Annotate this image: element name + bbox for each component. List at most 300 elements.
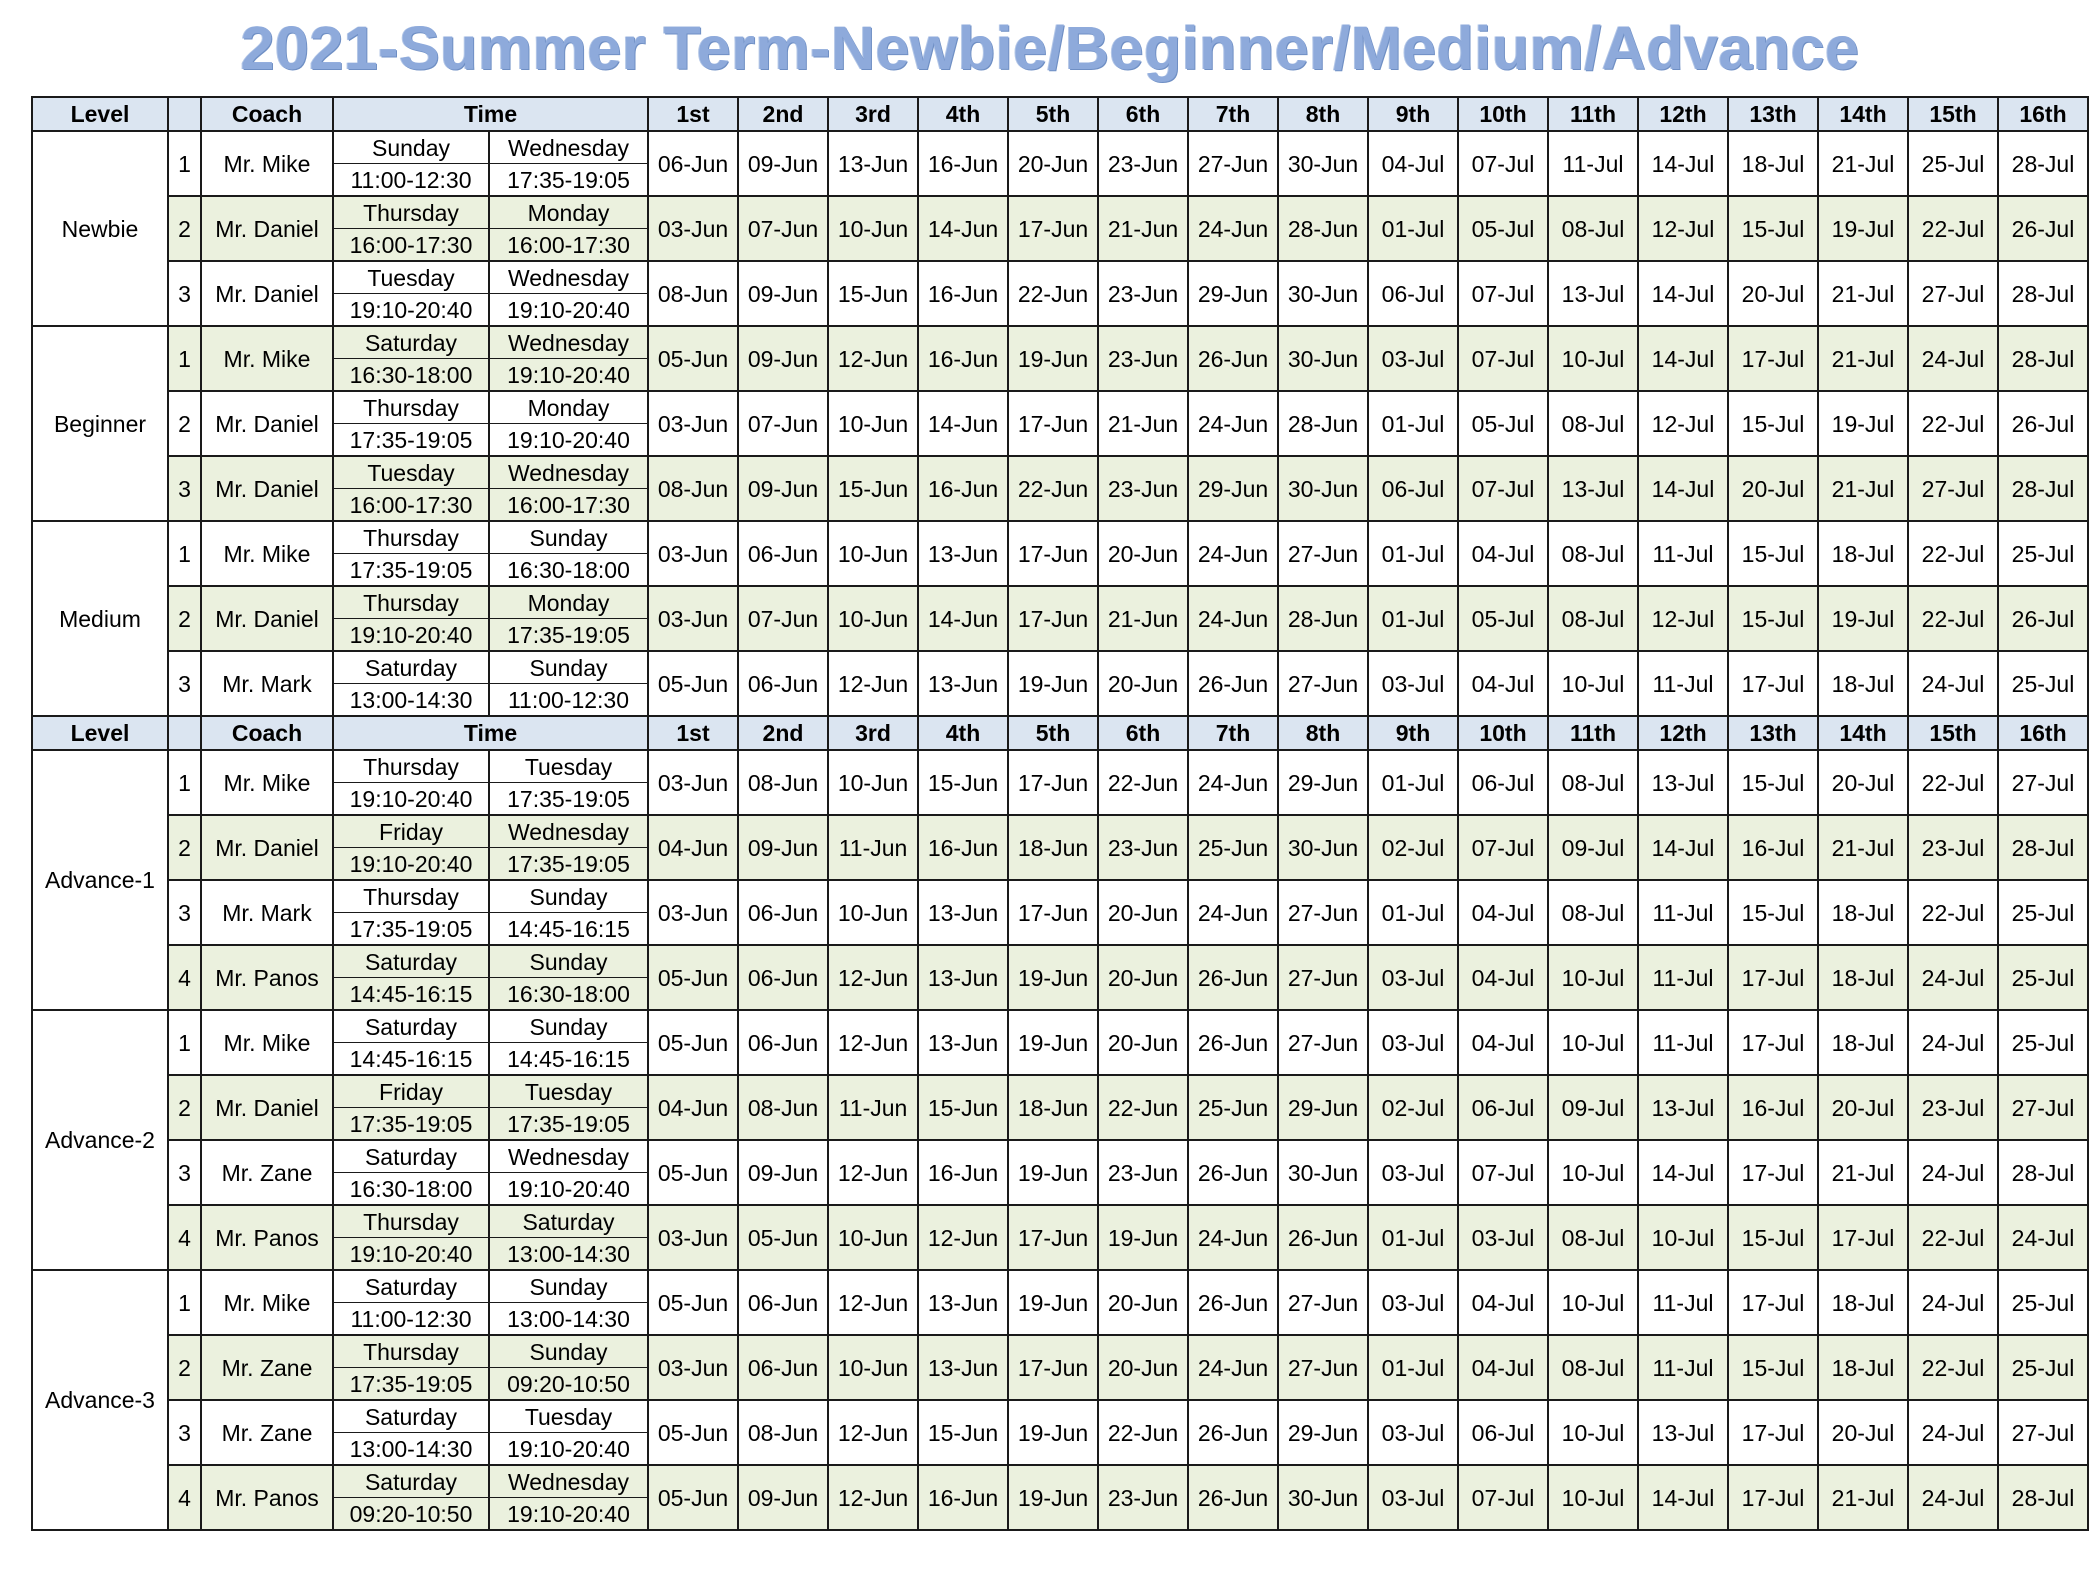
session-date: 25-Jul [1998, 521, 2088, 586]
header-session: 16th [1998, 97, 2088, 131]
session-date: 19-Jun [1008, 1010, 1098, 1075]
row-number: 2 [168, 196, 201, 261]
session-date: 21-Jul [1818, 1140, 1908, 1205]
coach-name: Mr. Zane [201, 1140, 333, 1205]
session-date: 29-Jun [1278, 750, 1368, 815]
coach-name: Mr. Daniel [201, 456, 333, 521]
coach-name: Mr. Mark [201, 880, 333, 945]
day-2: Monday [489, 391, 648, 424]
session-date: 24-Jul [1908, 1270, 1998, 1335]
time-1: 11:00-12:30 [333, 1303, 489, 1336]
header-session: 12th [1638, 97, 1728, 131]
session-date: 21-Jul [1818, 261, 1908, 326]
session-date: 29-Jun [1188, 456, 1278, 521]
session-date: 08-Jul [1548, 1205, 1638, 1270]
session-date: 18-Jul [1818, 1270, 1908, 1335]
session-date: 18-Jul [1728, 131, 1818, 196]
session-date: 06-Jun [738, 945, 828, 1010]
time-2: 19:10-20:40 [489, 424, 648, 457]
session-date: 14-Jul [1638, 1465, 1728, 1530]
session-date: 28-Jun [1278, 196, 1368, 261]
session-date: 26-Jun [1188, 1010, 1278, 1075]
header-session: 4th [918, 97, 1008, 131]
session-date: 20-Jun [1098, 521, 1188, 586]
day-1: Thursday [333, 1205, 489, 1238]
table-row [32, 261, 2088, 294]
session-date: 16-Jul [1728, 1075, 1818, 1140]
day-1: Tuesday [333, 456, 489, 489]
coach-name: Mr. Mike [201, 1270, 333, 1335]
session-date: 10-Jul [1548, 1140, 1638, 1205]
session-date: 06-Jun [738, 1270, 828, 1335]
session-date: 14-Jun [918, 586, 1008, 651]
session-date: 22-Jul [1908, 1335, 1998, 1400]
day-1: Thursday [333, 1335, 489, 1368]
session-date: 27-Jul [1998, 1075, 2088, 1140]
day-1: Thursday [333, 880, 489, 913]
page-title: 2021-Summer Term-Newbie/Beginner/Medium/Advance [240, 14, 1860, 82]
time-1: 17:35-19:05 [333, 1368, 489, 1401]
session-date: 04-Jul [1458, 880, 1548, 945]
time-1: 11:00-12:30 [333, 164, 489, 197]
session-date: 06-Jun [738, 1335, 828, 1400]
session-date: 07-Jun [738, 586, 828, 651]
day-1: Friday [333, 815, 489, 848]
session-date: 17-Jun [1008, 1205, 1098, 1270]
session-date: 21-Jul [1818, 326, 1908, 391]
session-date: 23-Jun [1098, 815, 1188, 880]
session-date: 30-Jun [1278, 1465, 1368, 1530]
session-date: 20-Jul [1728, 261, 1818, 326]
time-1: 17:35-19:05 [333, 424, 489, 457]
session-date: 10-Jun [828, 750, 918, 815]
day-1: Thursday [333, 521, 489, 554]
session-date: 27-Jun [1278, 1335, 1368, 1400]
session-date: 26-Jun [1188, 1465, 1278, 1530]
session-date: 27-Jun [1278, 945, 1368, 1010]
header-session: 1st [648, 716, 738, 750]
session-date: 22-Jul [1908, 521, 1998, 586]
session-date: 24-Jun [1188, 391, 1278, 456]
session-date: 25-Jul [1908, 131, 1998, 196]
time-2: 16:00-17:30 [489, 489, 648, 522]
session-date: 13-Jun [918, 945, 1008, 1010]
session-date: 24-Jul [1908, 326, 1998, 391]
session-date: 05-Jun [648, 1140, 738, 1205]
session-date: 08-Jul [1548, 391, 1638, 456]
session-date: 21-Jun [1098, 586, 1188, 651]
session-date: 22-Jul [1908, 391, 1998, 456]
session-date: 24-Jun [1188, 1335, 1278, 1400]
table-row [32, 1140, 2088, 1173]
session-date: 01-Jul [1368, 1205, 1458, 1270]
session-date: 26-Jul [1998, 196, 2088, 261]
table-row [32, 880, 2088, 913]
session-date: 12-Jun [828, 1400, 918, 1465]
session-date: 13-Jul [1638, 1075, 1728, 1140]
session-date: 12-Jun [828, 945, 918, 1010]
session-date: 01-Jul [1368, 391, 1458, 456]
session-date: 24-Jul [1908, 1465, 1998, 1530]
session-date: 26-Jun [1188, 945, 1278, 1010]
session-date: 10-Jun [828, 1335, 918, 1400]
session-date: 20-Jul [1818, 750, 1908, 815]
session-date: 27-Jun [1278, 521, 1368, 586]
table-row [32, 815, 2088, 848]
session-date: 04-Jul [1458, 945, 1548, 1010]
session-date: 08-Jul [1548, 586, 1638, 651]
session-date: 11-Jun [828, 1075, 918, 1140]
header-row [32, 716, 2088, 750]
session-date: 23-Jul [1908, 815, 1998, 880]
time-2: 14:45-16:15 [489, 913, 648, 946]
header-session: 2nd [738, 97, 828, 131]
session-date: 19-Jun [1098, 1205, 1188, 1270]
session-date: 27-Jun [1278, 1010, 1368, 1075]
time-2: 16:00-17:30 [489, 229, 648, 262]
session-date: 02-Jul [1368, 815, 1458, 880]
session-date: 05-Jul [1458, 586, 1548, 651]
session-date: 11-Jul [1638, 1335, 1728, 1400]
session-date: 13-Jul [1548, 456, 1638, 521]
session-date: 16-Jul [1728, 815, 1818, 880]
session-date: 13-Jul [1638, 750, 1728, 815]
header-coach: Coach [201, 716, 333, 750]
level-label: Advance-2 [32, 1010, 168, 1270]
row-number: 3 [168, 651, 201, 716]
session-date: 24-Jul [1908, 1400, 1998, 1465]
session-date: 14-Jun [918, 391, 1008, 456]
session-date: 05-Jun [738, 1205, 828, 1270]
time-2: 11:00-12:30 [489, 684, 648, 717]
session-date: 17-Jul [1818, 1205, 1908, 1270]
session-date: 18-Jul [1818, 1335, 1908, 1400]
session-date: 25-Jun [1188, 1075, 1278, 1140]
session-date: 08-Jul [1548, 750, 1638, 815]
session-date: 07-Jul [1458, 131, 1548, 196]
session-date: 28-Jun [1278, 391, 1368, 456]
session-date: 05-Jun [648, 1010, 738, 1075]
header-session: 16th [1998, 716, 2088, 750]
table-row [32, 391, 2088, 424]
session-date: 15-Jun [918, 1400, 1008, 1465]
time-1: 16:00-17:30 [333, 489, 489, 522]
session-date: 28-Jul [1998, 815, 2088, 880]
session-date: 07-Jul [1458, 326, 1548, 391]
level-label: Newbie [32, 131, 168, 326]
session-date: 23-Jun [1098, 261, 1188, 326]
session-date: 21-Jul [1818, 131, 1908, 196]
session-date: 22-Jun [1008, 456, 1098, 521]
session-date: 26-Jun [1278, 1205, 1368, 1270]
session-date: 13-Jun [918, 1335, 1008, 1400]
session-date: 20-Jul [1818, 1400, 1908, 1465]
row-number: 2 [168, 815, 201, 880]
session-date: 24-Jun [1188, 750, 1278, 815]
row-number: 4 [168, 1205, 201, 1270]
header-level: Level [32, 716, 168, 750]
session-date: 25-Jul [1998, 880, 2088, 945]
coach-name: Mr. Panos [201, 1465, 333, 1530]
session-date: 24-Jul [1908, 1140, 1998, 1205]
session-date: 07-Jul [1458, 1465, 1548, 1530]
session-date: 08-Jun [648, 456, 738, 521]
session-date: 24-Jun [1188, 521, 1278, 586]
day-2: Sunday [489, 945, 648, 978]
session-date: 07-Jul [1458, 1140, 1548, 1205]
session-date: 05-Jun [648, 1400, 738, 1465]
coach-name: Mr. Daniel [201, 586, 333, 651]
session-date: 11-Jul [1638, 880, 1728, 945]
day-2: Wednesday [489, 456, 648, 489]
time-2: 14:45-16:15 [489, 1043, 648, 1076]
time-1: 19:10-20:40 [333, 848, 489, 881]
time-2: 16:30-18:00 [489, 978, 648, 1011]
session-date: 23-Jun [1098, 1465, 1188, 1530]
session-date: 15-Jun [828, 261, 918, 326]
coach-name: Mr. Mike [201, 750, 333, 815]
session-date: 28-Jul [1998, 261, 2088, 326]
header-session: 3rd [828, 97, 918, 131]
session-date: 26-Jun [1188, 326, 1278, 391]
header-session: 5th [1008, 97, 1098, 131]
session-date: 12-Jun [828, 1465, 918, 1530]
session-date: 28-Jul [1998, 1465, 2088, 1530]
session-date: 15-Jul [1728, 196, 1818, 261]
session-date: 27-Jul [1908, 456, 1998, 521]
session-date: 09-Jun [738, 1465, 828, 1530]
session-date: 15-Jul [1728, 1335, 1818, 1400]
session-date: 22-Jul [1908, 880, 1998, 945]
table-row [32, 1335, 2088, 1368]
session-date: 13-Jun [918, 651, 1008, 716]
day-2: Wednesday [489, 261, 648, 294]
session-date: 10-Jun [828, 586, 918, 651]
day-1: Sunday [333, 131, 489, 164]
session-date: 07-Jul [1458, 261, 1548, 326]
header-session: 6th [1098, 716, 1188, 750]
session-date: 19-Jun [1008, 1465, 1098, 1530]
header-session: 8th [1278, 97, 1368, 131]
session-date: 30-Jun [1278, 815, 1368, 880]
session-date: 17-Jun [1008, 196, 1098, 261]
session-date: 10-Jul [1548, 326, 1638, 391]
time-2: 13:00-14:30 [489, 1303, 648, 1336]
day-2: Monday [489, 196, 648, 229]
day-1: Saturday [333, 1270, 489, 1303]
session-date: 07-Jul [1458, 456, 1548, 521]
time-2: 19:10-20:40 [489, 1433, 648, 1466]
header-session: 6th [1098, 97, 1188, 131]
session-date: 26-Jun [1188, 1270, 1278, 1335]
time-2: 17:35-19:05 [489, 619, 648, 652]
session-date: 07-Jul [1458, 815, 1548, 880]
session-date: 05-Jul [1458, 196, 1548, 261]
session-date: 03-Jun [648, 521, 738, 586]
session-date: 03-Jun [648, 196, 738, 261]
header-session: 13th [1728, 716, 1818, 750]
session-date: 24-Jul [1908, 945, 1998, 1010]
time-1: 14:45-16:15 [333, 978, 489, 1011]
time-1: 14:45-16:15 [333, 1043, 489, 1076]
header-session: 4th [918, 716, 1008, 750]
table-row [32, 131, 2088, 164]
time-1: 16:30-18:00 [333, 1173, 489, 1206]
day-1: Saturday [333, 1140, 489, 1173]
session-date: 03-Jul [1368, 1140, 1458, 1205]
time-1: 19:10-20:40 [333, 294, 489, 327]
session-date: 17-Jul [1728, 945, 1818, 1010]
session-date: 12-Jul [1638, 586, 1728, 651]
session-date: 15-Jul [1728, 521, 1818, 586]
session-date: 21-Jun [1098, 196, 1188, 261]
day-2: Sunday [489, 1010, 648, 1043]
session-date: 03-Jul [1368, 945, 1458, 1010]
header-coach: Coach [201, 97, 333, 131]
coach-name: Mr. Daniel [201, 391, 333, 456]
session-date: 03-Jul [1458, 1205, 1548, 1270]
session-date: 10-Jun [828, 880, 918, 945]
header-session: 9th [1368, 716, 1458, 750]
day-1: Saturday [333, 1400, 489, 1433]
session-date: 03-Jun [648, 1205, 738, 1270]
day-1: Thursday [333, 586, 489, 619]
session-date: 27-Jun [1278, 651, 1368, 716]
time-2: 17:35-19:05 [489, 783, 648, 816]
session-date: 11-Jul [1638, 945, 1728, 1010]
session-date: 10-Jul [1548, 1465, 1638, 1530]
session-date: 11-Jul [1638, 521, 1728, 586]
session-date: 15-Jul [1728, 880, 1818, 945]
day-1: Saturday [333, 1465, 489, 1498]
session-date: 20-Jun [1098, 1335, 1188, 1400]
session-date: 01-Jul [1368, 521, 1458, 586]
session-date: 19-Jun [1008, 651, 1098, 716]
session-date: 25-Jul [1998, 1010, 2088, 1075]
session-date: 12-Jun [828, 1010, 918, 1075]
session-date: 16-Jun [918, 326, 1008, 391]
session-date: 04-Jul [1458, 521, 1548, 586]
session-date: 05-Jun [648, 651, 738, 716]
session-date: 29-Jun [1188, 261, 1278, 326]
session-date: 12-Jun [828, 651, 918, 716]
session-date: 12-Jun [828, 1270, 918, 1335]
day-2: Tuesday [489, 750, 648, 783]
session-date: 17-Jul [1728, 1010, 1818, 1075]
session-date: 05-Jun [648, 1270, 738, 1335]
time-2: 17:35-19:05 [489, 1108, 648, 1141]
session-date: 16-Jun [918, 1465, 1008, 1530]
level-label: Beginner [32, 326, 168, 521]
time-2: 16:30-18:00 [489, 554, 648, 587]
table-row [32, 945, 2088, 978]
time-1: 16:30-18:00 [333, 359, 489, 392]
session-date: 04-Jul [1458, 651, 1548, 716]
session-date: 12-Jun [828, 326, 918, 391]
session-date: 20-Jul [1818, 1075, 1908, 1140]
session-date: 07-Jun [738, 391, 828, 456]
session-date: 03-Jul [1368, 1270, 1458, 1335]
session-date: 20-Jun [1098, 945, 1188, 1010]
session-date: 08-Jun [738, 750, 828, 815]
session-date: 30-Jun [1278, 131, 1368, 196]
session-date: 09-Jul [1548, 1075, 1638, 1140]
schedule-table [31, 96, 2089, 1531]
time-1: 13:00-14:30 [333, 1433, 489, 1466]
session-date: 03-Jun [648, 750, 738, 815]
row-number: 3 [168, 1140, 201, 1205]
row-number: 3 [168, 456, 201, 521]
session-date: 04-Jun [648, 815, 738, 880]
session-date: 06-Jun [738, 1010, 828, 1075]
session-date: 24-Jun [1188, 880, 1278, 945]
session-date: 09-Jun [738, 815, 828, 880]
session-date: 27-Jul [1998, 750, 2088, 815]
session-date: 15-Jul [1728, 391, 1818, 456]
session-date: 17-Jun [1008, 880, 1098, 945]
session-date: 18-Jul [1818, 880, 1908, 945]
session-date: 11-Jul [1548, 131, 1638, 196]
table-row [32, 521, 2088, 554]
header-session: 7th [1188, 97, 1278, 131]
row-number: 1 [168, 1010, 201, 1075]
session-date: 16-Jun [918, 1140, 1008, 1205]
session-date: 19-Jun [1008, 945, 1098, 1010]
day-1: Thursday [333, 750, 489, 783]
session-date: 26-Jun [1188, 1140, 1278, 1205]
day-2: Saturday [489, 1205, 648, 1238]
session-date: 10-Jul [1548, 1010, 1638, 1075]
session-date: 03-Jun [648, 586, 738, 651]
session-date: 10-Jul [1548, 945, 1638, 1010]
coach-name: Mr. Mike [201, 1010, 333, 1075]
day-2: Wednesday [489, 131, 648, 164]
session-date: 22-Jun [1098, 1400, 1188, 1465]
table-row [32, 750, 2088, 783]
session-date: 17-Jun [1008, 586, 1098, 651]
session-date: 26-Jul [1998, 586, 2088, 651]
row-number: 3 [168, 1400, 201, 1465]
session-date: 12-Jul [1638, 196, 1728, 261]
session-date: 22-Jul [1908, 750, 1998, 815]
session-date: 24-Jul [1998, 1205, 2088, 1270]
time-2: 13:00-14:30 [489, 1238, 648, 1271]
session-date: 03-Jul [1368, 1465, 1458, 1530]
time-2: 17:35-19:05 [489, 164, 648, 197]
row-number: 4 [168, 1465, 201, 1530]
session-date: 25-Jun [1188, 815, 1278, 880]
time-1: 16:00-17:30 [333, 229, 489, 262]
session-date: 10-Jul [1548, 1270, 1638, 1335]
session-date: 22-Jun [1098, 1075, 1188, 1140]
session-date: 18-Jul [1818, 651, 1908, 716]
session-date: 28-Jul [1998, 1140, 2088, 1205]
session-date: 13-Jun [918, 521, 1008, 586]
session-date: 08-Jun [648, 261, 738, 326]
time-1: 17:35-19:05 [333, 1108, 489, 1141]
header-session: 12th [1638, 716, 1728, 750]
session-date: 06-Jun [648, 131, 738, 196]
session-date: 10-Jul [1638, 1205, 1728, 1270]
header-session: 10th [1458, 97, 1548, 131]
session-date: 23-Jun [1098, 131, 1188, 196]
session-date: 24-Jun [1188, 1205, 1278, 1270]
table-row [32, 1400, 2088, 1433]
session-date: 27-Jul [1908, 261, 1998, 326]
session-date: 04-Jun [648, 1075, 738, 1140]
session-date: 11-Jul [1638, 1270, 1728, 1335]
coach-name: Mr. Mike [201, 131, 333, 196]
